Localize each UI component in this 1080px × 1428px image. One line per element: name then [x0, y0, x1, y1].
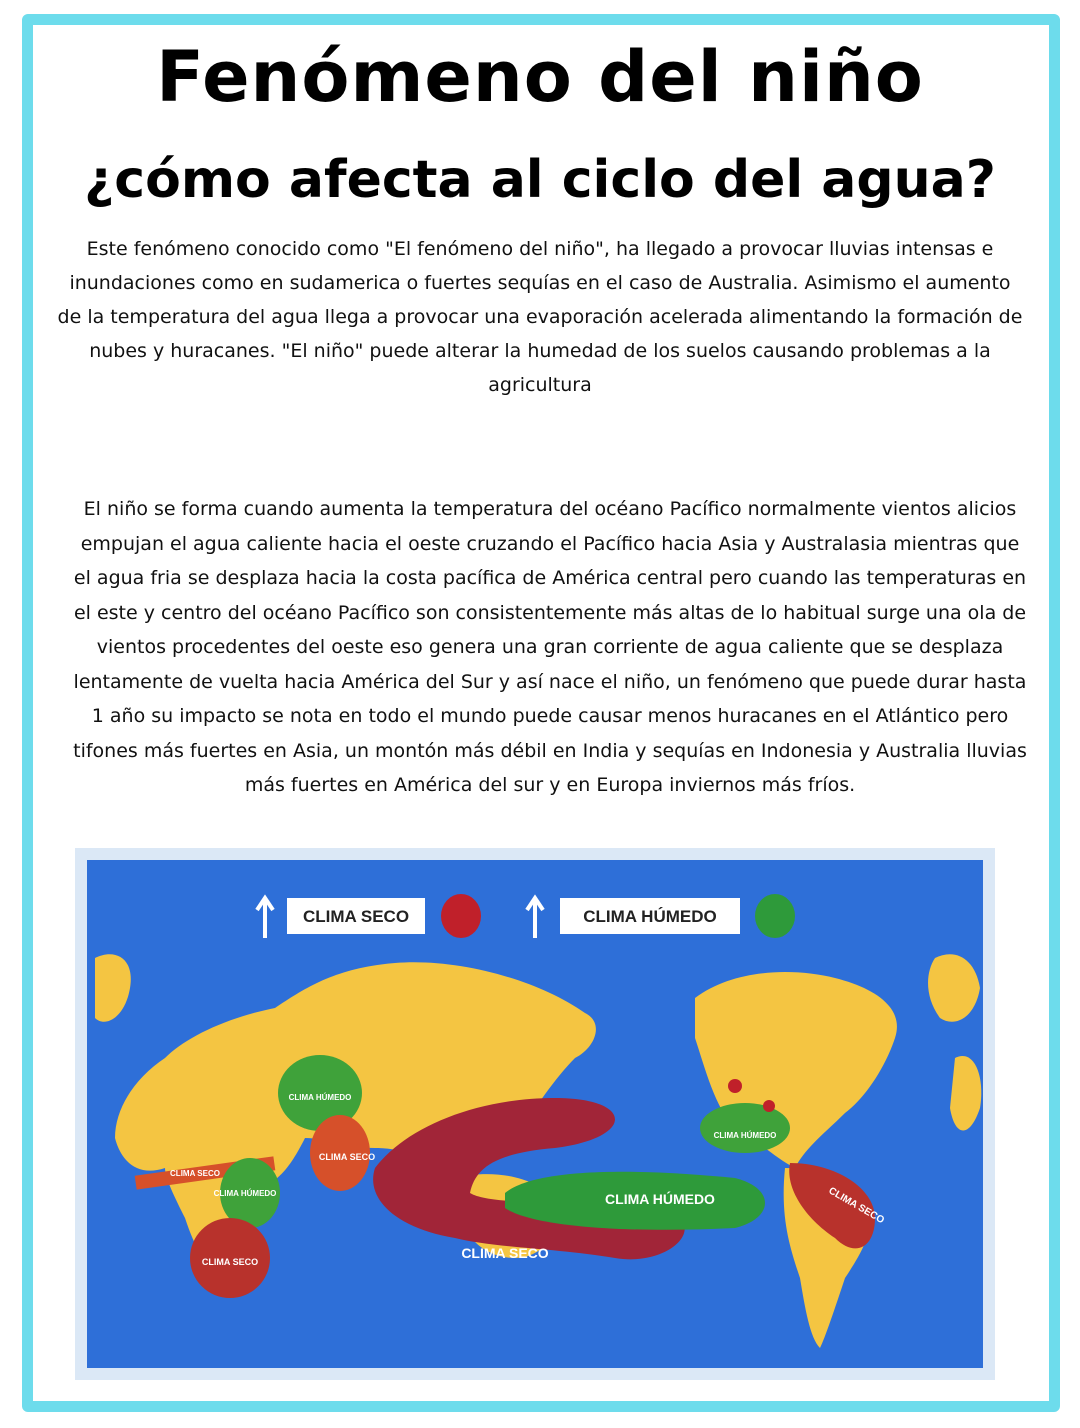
formation-paragraph: El niño se forma cuando aumenta la temperatura del océano Pacífico normalmente vientos alicios empujan el agua caliente hacia el oeste cruzando el Pacífico hacia Asia y Australasia mientras que el agua fria se desplaza hacia la costa pacífica de América central pero cuando las temperaturas en el este y centro del océano Pacífico son consistentemente más altas de lo habitual surge una ola de vientos procedentes del oeste eso genera una gran corriente de agua caliente que se desplaza lentamente de vuelta hacia América del Sur y así nace el niño, un fenómeno que puede durar hasta 1 año su impacto se nota en todo el mundo puede causar menos huracanes en el Atlántico pero tifones más fuertes en Asia, un montón más débil en India y sequías en Indonesia y Australia lluvias más fuertes en América del sur y en Europa inviernos más fríos. — [73, 498, 1027, 796]
label-east-africa: CLIMA HÚMEDO — [213, 1189, 277, 1198]
label-south-africa: CLIMA SECO — [201, 1257, 259, 1267]
wet-zone-north-america — [700, 1103, 790, 1153]
page-subtitle: ¿cómo afecta al ciclo del agua? — [84, 150, 996, 210]
legend-dry-label: CLIMA SECO — [302, 907, 410, 926]
label-central-asia: CLIMA HÚMEDO — [288, 1093, 352, 1102]
legend-dry-swatch — [441, 894, 481, 938]
label-india: CLIMA SECO — [318, 1152, 376, 1162]
label-sahel: CLIMA SECO — [170, 1169, 220, 1178]
label-pacific: CLIMA HÚMEDO — [605, 1191, 715, 1207]
page-title: Fenómeno del niño — [156, 36, 924, 118]
legend-wet-label: CLIMA HÚMEDO — [583, 907, 717, 926]
dry-dot-west-usa — [728, 1079, 742, 1093]
label-south-america: CLIMA SECO — [826, 1185, 887, 1227]
legend-wet-swatch — [755, 894, 795, 938]
label-australia: CLIMA SECO — [461, 1245, 549, 1261]
dry-dot-east-usa — [763, 1100, 775, 1112]
world-map-image — [75, 848, 995, 1380]
intro-paragraph: Este fenómeno conocido como "El fenómeno del niño", ha llegado a provocar lluvias intensas e inundaciones como en sudamerica o fuertes sequías en el caso de Australia. Asimismo el aumento de la temperatura del agua llega a provocar una evaporación acelerada alimentando la formación de nubes y huracanes. "El niño" puede alterar la humedad de los suelos causando problemas a la agricultura — [57, 238, 1023, 396]
label-north-america: CLIMA HÚMEDO — [713, 1131, 777, 1140]
